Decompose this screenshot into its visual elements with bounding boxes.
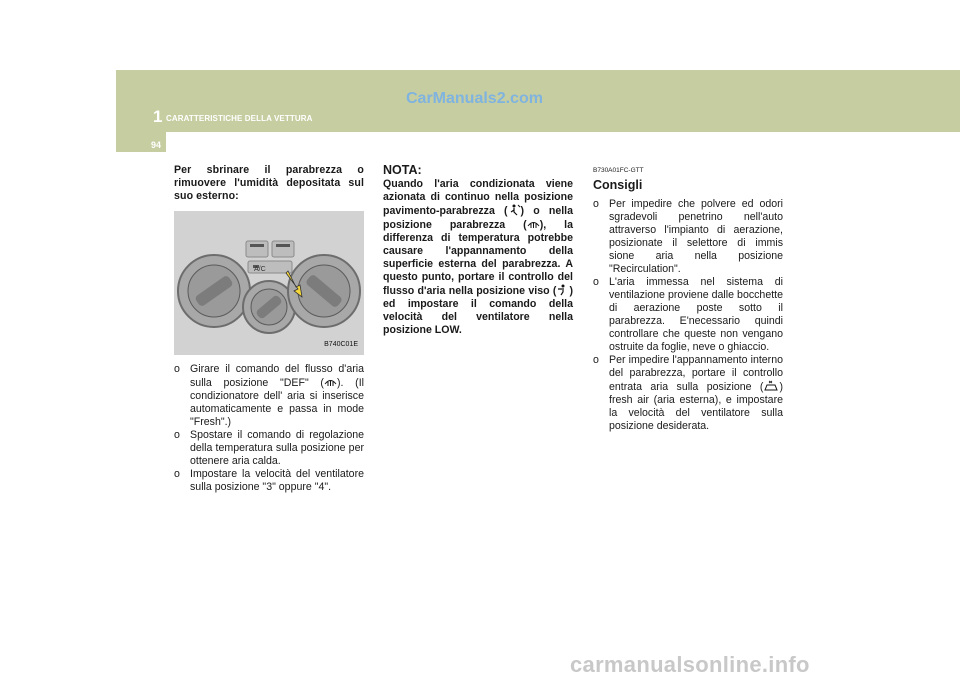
watermark-bottom[interactable]: carmanualsonline.info [570,652,810,677]
fresh-air-icon [763,380,779,392]
list-item: o Spostare il comando di regolazione della temperatura sulla posizione per ottenere aria calda. [174,429,364,467]
ac-label: A/C [254,266,266,273]
bullet-mark: o [593,198,599,210]
bullet-mark: o [174,468,180,480]
list-item: o Per impedire che polvere ed odori sgradevoli penetrino nell'auto attraverso l'impianto di aerazione, posizionate il selettore di immis sione aria nella posizione "Recirculation". [593,198,783,275]
bullet-mark: o [174,429,180,441]
bullet-mark: o [174,363,180,375]
column-3 [593,164,783,433]
nota-title: NOTA: [383,163,422,177]
defrost-steps [174,363,364,494]
face-vent-icon [556,284,569,296]
defrost-icon [324,376,337,388]
defrost-intro: Per sbrinare il parabrezza o rimuovere l'umidità depositata sul suo esterno: [174,164,364,202]
page-number: 94 [148,139,164,151]
list-item: o Per impedire l'appannamento interno del parabrezza, portare il controllo entrata aria sulla posizione ( ) fresh air (aria esterna), e impostare la velocità del ventilatore sulla posizione desiderata. [593,354,783,432]
figure-code: B740C01E [324,341,358,348]
column-1 [174,164,364,494]
list-item: o Girare il comando del flusso d'aria sulla posizione "DEF" ( ). (Il condizionatore dell' aria si inserisce automaticamente e passa in mode "Fresh".) [174,363,364,428]
section-number: 1 [153,107,163,126]
list-item: o L'aria immessa nel sistema di ventilazione proviene dalle bocchette di aerazione poste sotto il parabrezza. E'necessario quindi controllare che queste non vengano ostruite da foglie, neve o ghiaccio. [593,276,783,353]
watermark-top[interactable]: CarManuals2.com [406,90,543,107]
nota-body: Quando l'aria condizionata viene azionata di continuo nella posizione pavimento-parabrezza ( ) o nella posizione parabrezza ( ), la differenza di temperatura potrebbe causare l'appannamento della superficie esterna del parabrezza. A questo punto, portare il controllo del flusso d'aria nella posizione viso ( ) ed impostare il comando della velocità del ventilatore nella posizione LOW. [383,178,574,336]
consigli-title: Consigli [593,178,643,192]
tips-list [593,198,783,433]
section-title: CARATTERISTICHE DELLA VETTURA [166,114,313,123]
column-2 [383,164,573,337]
bullet-mark: o [593,354,599,366]
climate-panel-illustration [174,211,364,355]
list-item: o Impostare la velocità del ventilatore sulla posizione "3" oppure "4". [174,468,364,493]
windshield-icon [527,218,540,230]
climate-control-figure [174,211,364,355]
section-code: B730A01FC-GTT [593,167,644,174]
bullet-mark: o [593,276,599,288]
floor-windshield-icon [508,204,521,216]
